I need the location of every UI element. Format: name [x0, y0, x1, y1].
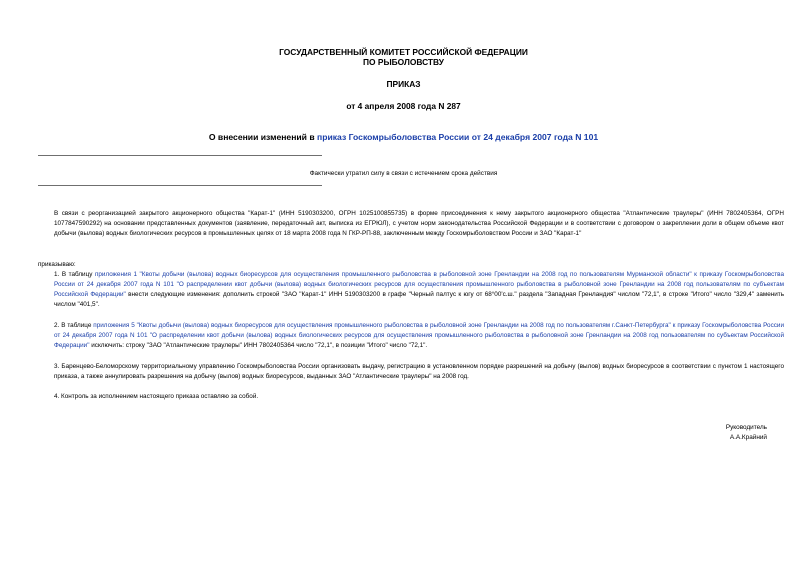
preamble-paragraph: В связи с реорганизацией закрытого акционерного общества "Карат-1" (ИНН 5190303200, ОГРН 1025100855735) в форме присоединения к нему закрытого акционерного общества "Атлантические траулеры" (ИНН 7802405364, ОГРН 1077847590292) на основании представленных документов (заявление, передаточный акт, выписка из ЕГРЮЛ), с учетом норм законодательства Российской Федерации и в соответствии с договором о закреплении доли в общем объеме квот добычи (вылова) водных биологических ресурсов в промышленных целях от 18 марта 2008 года N ГКР-РП-88, заключенным между Госкомрыболовством России и ЗАО "Карат-1"	[54, 210, 784, 238]
subject-prefix: О внесении изменений в	[208, 132, 318, 142]
authority-line-2: ПО РЫБОЛОВСТВУ	[363, 57, 444, 67]
item-1-appendix-link[interactable]: приложения 1 "Квоты добычи (вылова) водных биоресурсов для осуществления промышленного рыболовства в рыболовной зоне Гренландии на 2008 год по пользователям Мурманской области" к приказу Госкомрыболовства России от 24 декабря 2007 года N 101 "О распределении квот добычи (вылова) водных биологических ресурсов для осуществления промышленного рыболовства в рыболовной зоне Гренландии на 2008 год пользователям по субъектам Российской Федерации"	[54, 271, 784, 299]
item-1-start: 1. В таблицу	[54, 271, 95, 278]
signature-block	[567, 423, 767, 443]
document-date-number: от 4 апреля 2008 года N 287	[346, 101, 461, 111]
divider-top	[38, 155, 322, 156]
issuing-authority	[0, 47, 807, 67]
order-item-2	[38, 321, 784, 351]
order-item-3: 3. Баренцево-Беломорскому территориальному управлению Госкомрыболовства России организовать выдачу, регистрацию в установленном порядке разрешений на добычу (вылов) водных биоресурсов в соответствии с пунктом 1 настоящего приказа, а также аннулировать разрешения на добычу (вылов) водных биоресурсов, выданных ЗАО "Атлантические траулеры" на 2008 год.	[54, 363, 784, 381]
signatory-name: А.А.Крайний	[729, 434, 767, 441]
item-2-appendix-link[interactable]: приложения 5 "Квоты добычи (вылова) водных биоресурсов для осуществления промышленного рыболовства в рыболовной зоне Гренландии на 2008 год по пользователям г.Санкт-Петербурга" к приказу Госкомрыболовства России от 24 декабря 2007 года N 101 "О распределении квот добычи (вылова) водных биологических ресурсов для осуществления промышленного рыболовства в рыболовной зоне Гренландии на 2008 год пользователям по субъектам Российской Федерации"	[54, 322, 785, 350]
document-subject	[0, 132, 807, 143]
item-1-rest: внести следующие изменения: дополнить строкой "ЗАО "Карат-1" ИНН 5190303200 в графе "Черный палтус к югу от 68°00'с.ш." раздела "Западная Гренландия" числом "72,1", в строке "Итого" число "329,4" заменить числом "401,5".	[54, 291, 785, 309]
status-note: Фактически утратил силу в связи с истечением срока действия	[309, 170, 498, 177]
item-2-start: 2. В таблице	[54, 322, 94, 329]
signatory-title: Руководитель	[725, 424, 767, 431]
order-item-4: 4. Контроль за исполнением настоящего приказа оставляю за собой.	[54, 393, 259, 400]
divider-bottom	[38, 185, 322, 186]
authority-line-1: ГОСУДАРСТВЕННЫЙ КОМИТЕТ РОССИЙСКОЙ ФЕДЕРАЦИИ	[279, 47, 528, 57]
order-word: приказываю:	[38, 261, 76, 268]
document-type: ПРИКАЗ	[386, 79, 421, 89]
order-item-1	[38, 270, 784, 310]
item-2-rest: исключить: строку "ЗАО "Атлантические траулеры" ИНН 7802405364 число "72,1", в позиции "Итого" число "72,1".	[89, 342, 428, 350]
subject-order-link[interactable]: приказ Госкомрыболовства России от 24 декабря 2007 года N 101	[317, 132, 599, 142]
